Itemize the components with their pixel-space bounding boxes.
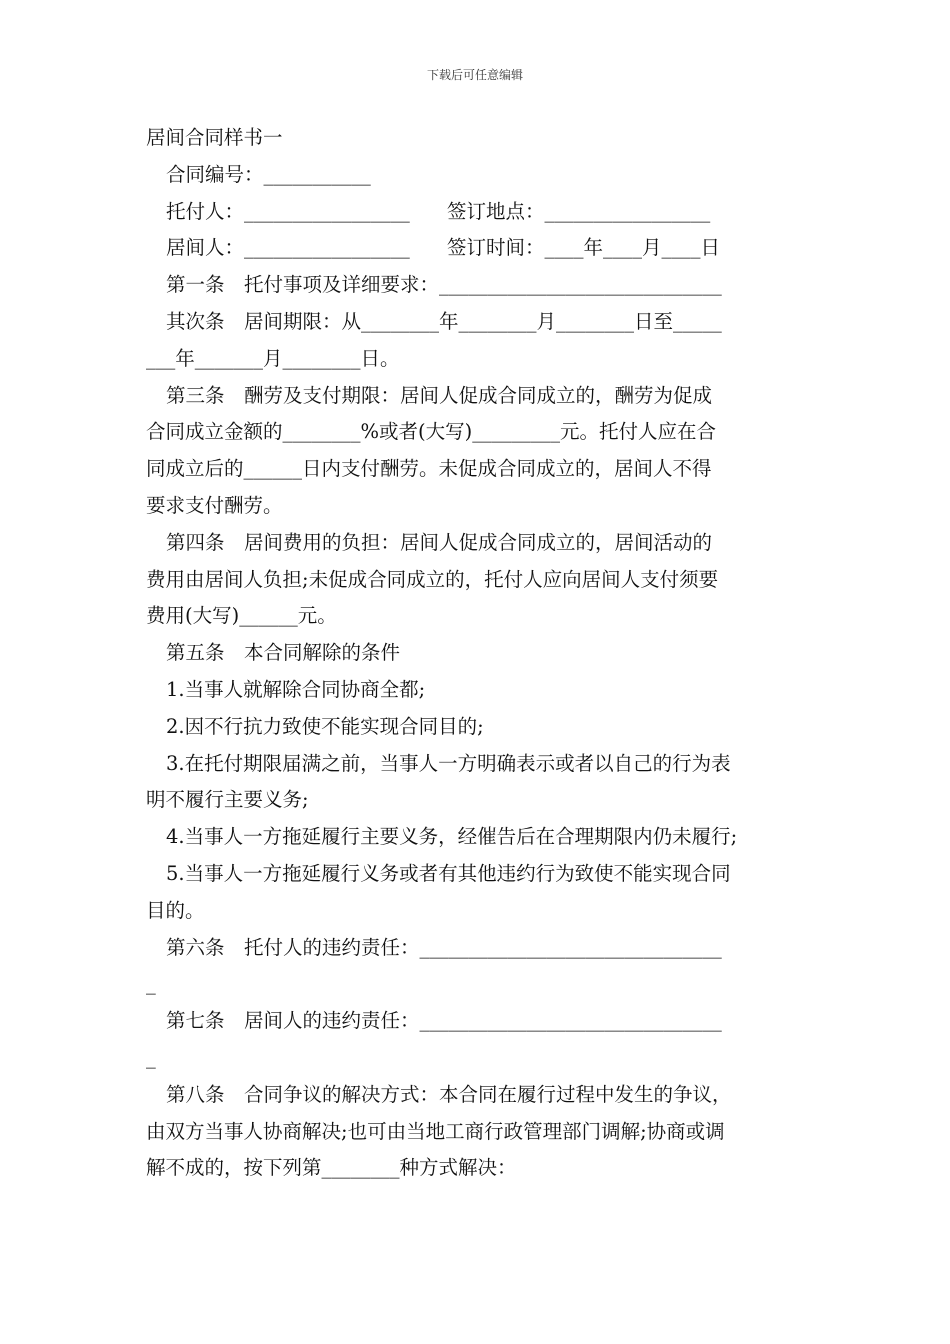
article-5-item-4: 4.当事人一方拖延履行主要义务，经催告后在合理期限内仍未履行; (166, 825, 738, 849)
article-8-cont-2: 解不成的，按下列第________种方式解决： (146, 1156, 517, 1180)
article-6: 第六条 托付人的违约责任：_______________________________ (166, 935, 722, 959)
page-header: 下载后可任意编辑 (426, 68, 523, 82)
article-5-item-1: 1.当事人就解除合同协商全都; (166, 677, 426, 701)
article-2-cont: ___年_______月________日。 (146, 346, 400, 370)
article-5-item-2: 2.因不行抗力致使不能实现合同目的; (166, 714, 484, 738)
article-7-cont: _ (146, 1045, 156, 1069)
article-5-item-5: 5.当事人一方拖延履行义务或者有其他违约行为致使不能实现合同 (166, 861, 731, 885)
article-7: 第七条 居间人的违约责任：_______________________________ (166, 1009, 722, 1033)
contract-number: 合同编号：___________ (166, 162, 371, 186)
article-3-cont-2: 同成立后的______日内支付酬劳。未促成合同成立的，居间人不得 (146, 457, 712, 481)
article-5-item-3-cont: 明不履行主要义务; (146, 788, 309, 812)
article-5-item-3: 3.在托付期限届满之前，当事人一方明确表示或者以自己的行为表 (166, 751, 731, 775)
contract-title: 居间合同样书一 (146, 126, 283, 149)
article-8: 第八条 合同争议的解决方式：本合同在履行过程中发生的争议， (166, 1082, 732, 1106)
article-8-cont-1: 由双方当事人协商解决;也可由当地工商行政管理部门调解;协商或调 (146, 1119, 725, 1143)
article-5-item-5-cont: 目的。 (146, 898, 205, 922)
contract-body (146, 120, 818, 1187)
article-2: 其次条 居间期限：从________年________月________日至_____ (166, 309, 722, 333)
article-6-cont: _ (146, 972, 156, 996)
article-5: 第五条 本合同解除的条件 (166, 641, 401, 665)
article-3: 第三条 酬劳及支付期限：居间人促成合同成立的，酬劳为促成 (166, 383, 713, 407)
broker-and-time: 居间人：_________________ 签订时间：____年____月____日 (166, 236, 720, 260)
article-4-cont-1: 费用由居间人负担;未促成合同成立的，托付人应向居间人支付须要 (146, 567, 719, 591)
article-4: 第四条 居间费用的负担：居间人促成合同成立的，居间活动的 (166, 530, 713, 554)
article-3-cont-1: 合同成立金额的________%或者(大写)_________元。托付人应在合 (146, 420, 716, 444)
article-1: 第一条 托付事项及详细要求：_____________________________ (166, 273, 722, 297)
client-and-place: 托付人：_________________ 签订地点：_________________ (166, 199, 711, 223)
article-3-cont-3: 要求支付酬劳。 (146, 493, 283, 517)
article-4-cont-2: 费用(大写)______元。 (146, 604, 337, 628)
